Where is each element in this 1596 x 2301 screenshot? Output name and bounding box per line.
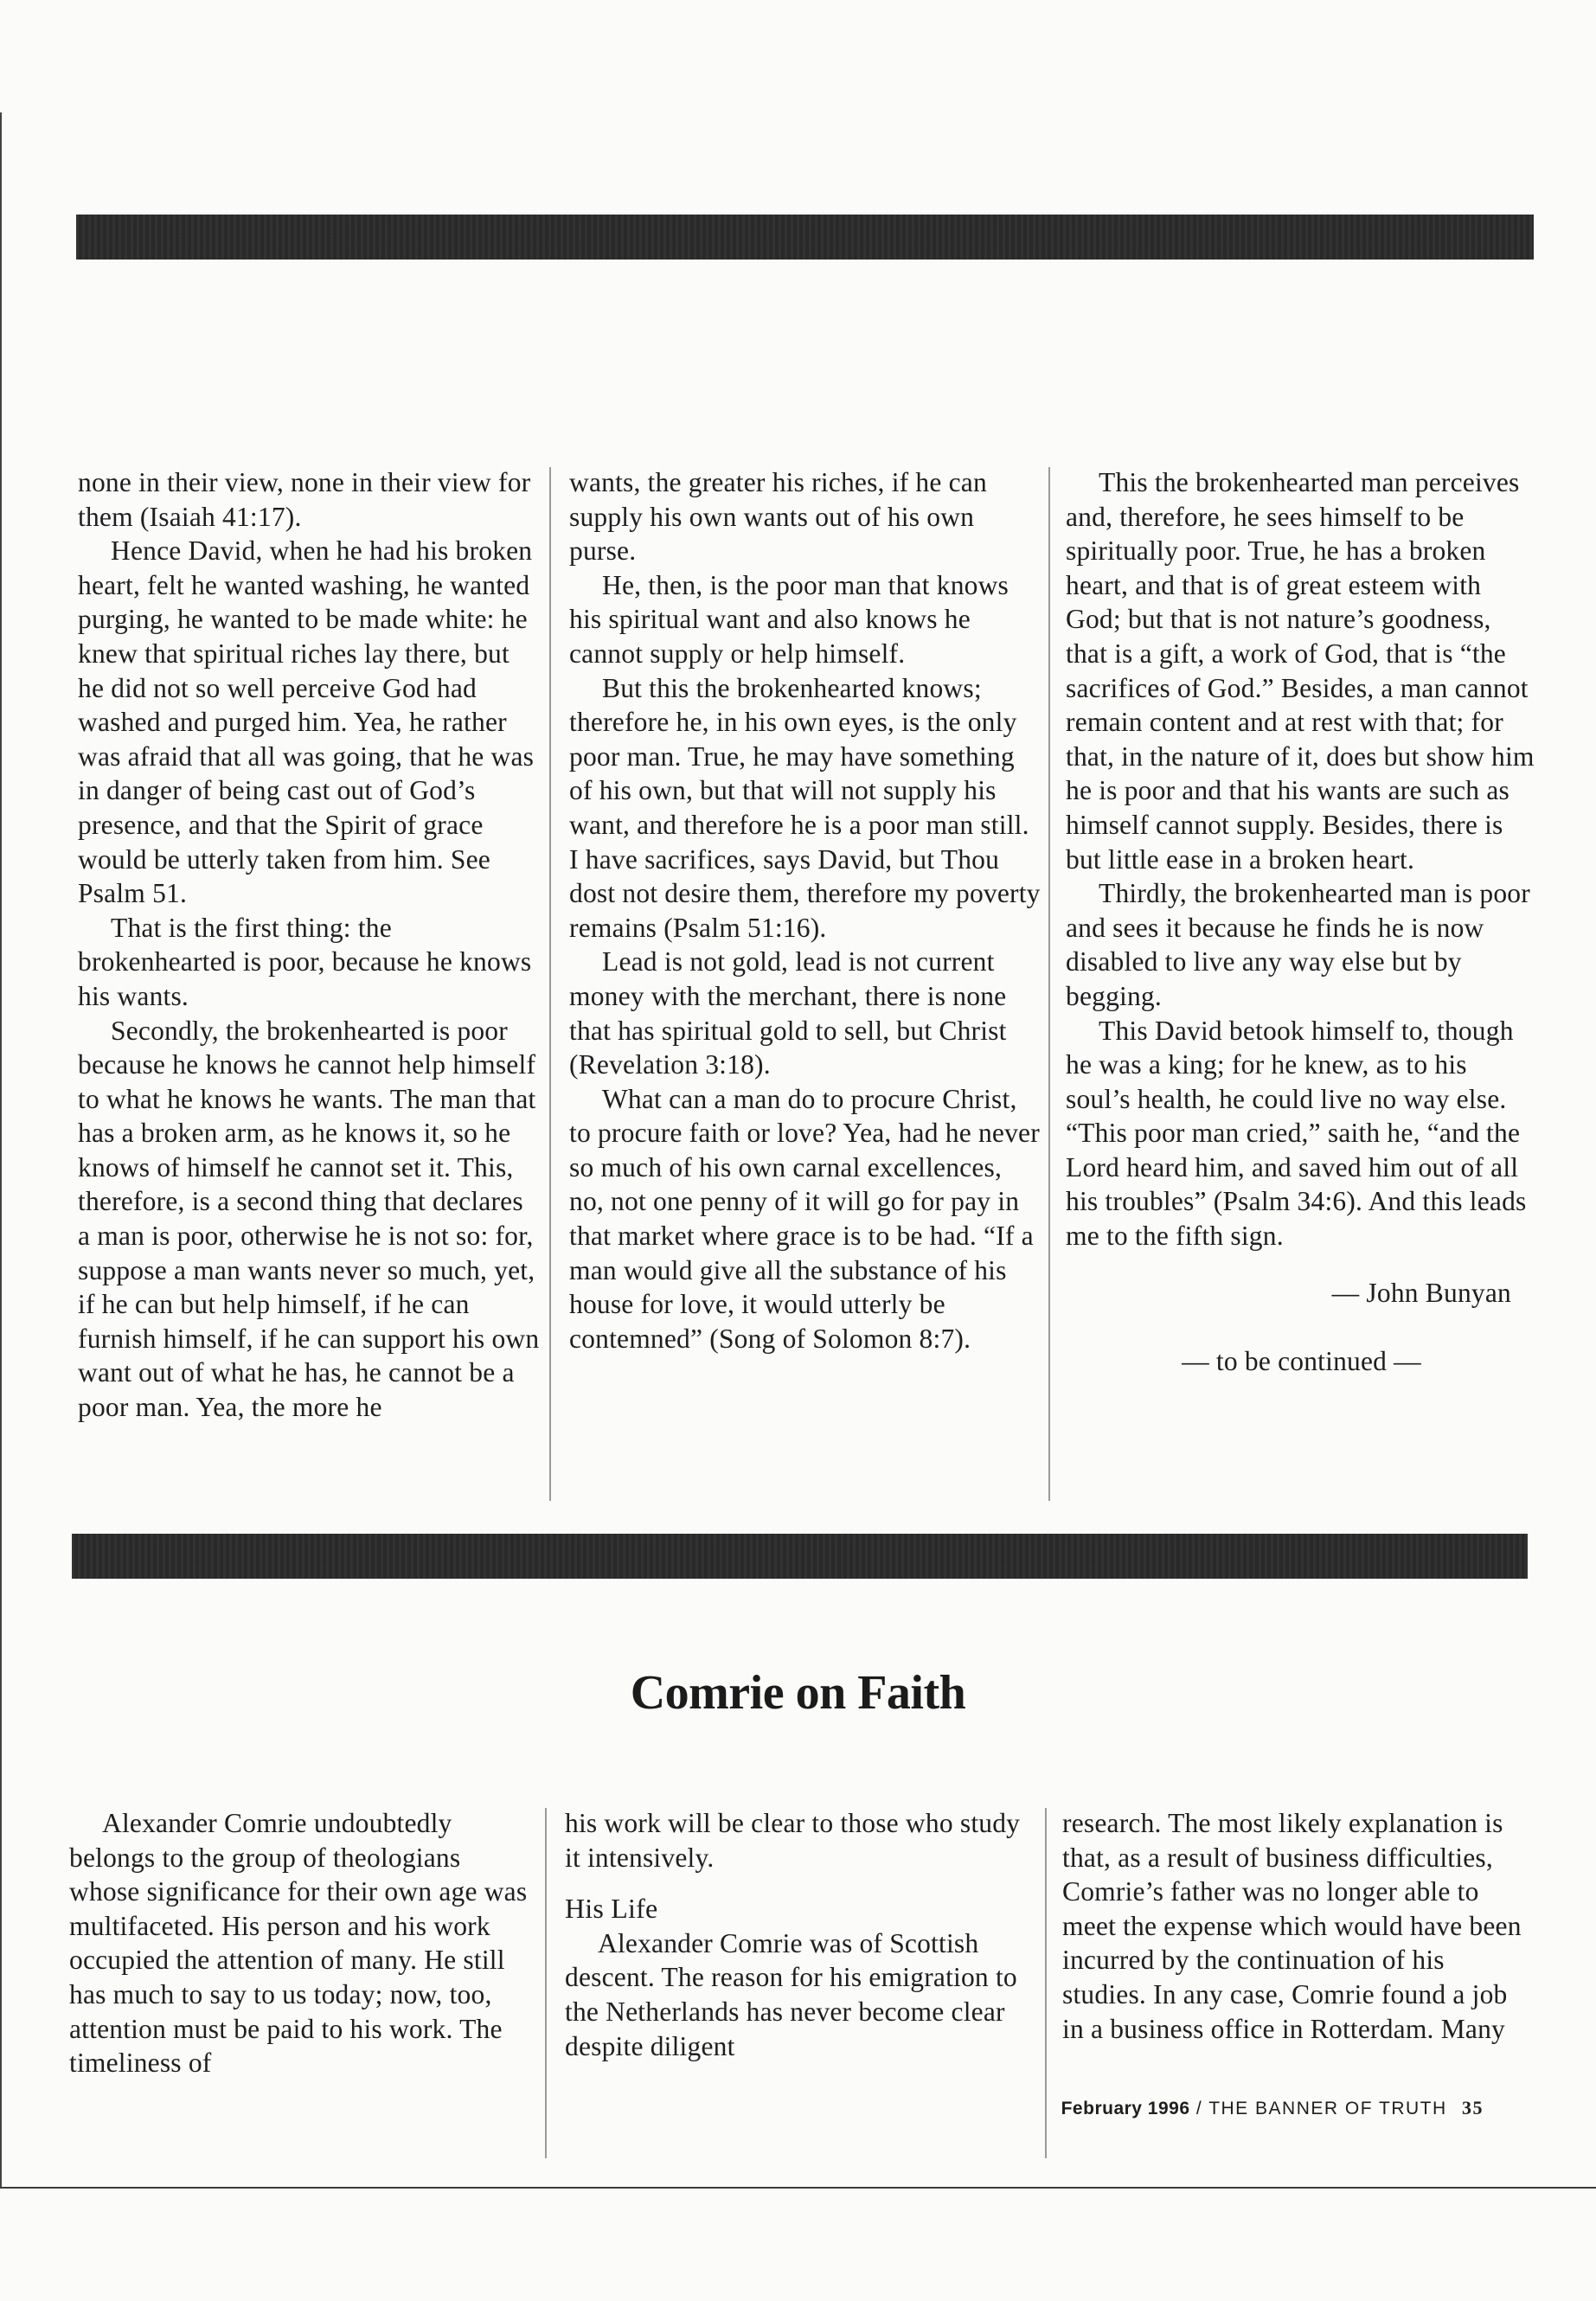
article1-column-2 (569, 465, 1041, 1356)
paragraph: This the brokenhearted man perceives and, therefore, he sees himself to be spiritually poor. True, he has a broken heart, and that is of great esteem with God; but that is not nature’s goodness, that is a gift, a work of God, that is “the sacrifices of God.” Besides, a man cannot remain content and at rest with that; for that, in the nature of it, does but show him he is poor and that his wants are such as himself cannot supply. Besides, there is but little ease in a broken heart. (1066, 467, 1535, 875)
paragraph: But this the brokenhearted knows; therefore he, in his own eyes, is the only poor man. True, he may have something of his own, but that will not supply his want, and therefore he is a poor man still. I have sacrifices, says David, but Thou dost not desire them, therefore my poverty remains (Psalm 51:16). (569, 672, 1041, 943)
article2-column-3 (1062, 1806, 1534, 2046)
continued-note: — to be continued — (1182, 1346, 1421, 1377)
page-footer (1061, 2097, 1484, 2119)
publication-name: THE BANNER OF TRUTH (1208, 2099, 1447, 2118)
page-edge (0, 2187, 1596, 2189)
paragraph: Secondly, the brokenhearted is poor because he knows he cannot help himself to what he knows he wants. The man that has a broken arm, as he knows it, so he knows of himself he cannot set it. This, therefore, is a second thing that declares a man is poor, otherwise he is not so: for, suppose a man wants never so much, yet, if he can but help himself, if he can furnish himself, if he can support his own want out of what he has, he cannot be a poor man. Yea, the more he (78, 1015, 540, 1423)
article-title: Comrie on Faith (630, 1666, 966, 1720)
article2-column-2 (565, 1806, 1032, 2063)
paragraph: Hence David, when he had his broken heart, felt he wanted washing, he wanted purging, he wanted to be made white: he knew that spiritual riches lay there, but he did not so well perceive God had washed and purged him. Yea, he rather was afraid that all was going, that he was in danger of being cast out of God’s presence, and that the Spirit of grace would be utterly taken from him. See Psalm 51. (78, 535, 535, 909)
article1-column-3 (1066, 465, 1537, 1379)
column-rule (545, 1808, 547, 2158)
page-edge (0, 112, 2, 2189)
footer-separator: / (1195, 2099, 1203, 2118)
paragraph: He, then, is the poor man that knows his spiritual want and also knows he cannot supply or help himself. (569, 569, 1009, 669)
column-rule (1045, 1808, 1047, 2158)
paragraph: research. The most likely explanation is that, as a result of business difficulties, Comrie’s father was no longer able to meet the expense which would have been incurred by the continuation of his studies. In any case, Comrie found a job in a business office in Rotterdam. Many (1062, 1808, 1522, 2044)
paragraph: none in their view, none in their view for them (Isaiah 41:17). (78, 467, 531, 532)
column-rule (1048, 467, 1050, 1501)
article1-column-1 (78, 465, 541, 1425)
paragraph: Alexander Comrie undoubtedly belongs to the group of theologians whose significance for their own age was multifaceted. His person and his work occupied the attention of many. He still has much to say to us today; now, too, attention must be paid to his work. The timeliness of (69, 1808, 528, 2079)
paragraph: Thirdly, the brokenhearted man is poor and sees it because he finds he is now disabled to live any way else but by begging. (1066, 878, 1530, 1011)
author-signature: — John Bunyan (1331, 1277, 1511, 1308)
paragraph: This David betook himself to, though he was a king; for he knew, as to his soul’s health, he could live no way else. “This poor man cried,” saith he, “and the Lord heard him, and saved him out of all his troubles” (Psalm 34:6). And this leads me to the fifth sign. (1066, 1015, 1527, 1252)
paragraph: That is the first thing: the brokenhearted is poor, because he knows his wants. (78, 912, 532, 1011)
top-divider-bar (76, 215, 1534, 260)
page-number: 35 (1462, 2097, 1484, 2118)
issue-date: February 1996 (1061, 2099, 1190, 2118)
section-subhead: His Life (565, 1893, 658, 1925)
paragraph: wants, the greater his riches, if he can supply his own wants out of his own purse. (569, 467, 987, 567)
paragraph: Lead is not gold, lead is not current money with the merchant, there is none that has spiritual gold to sell, but Christ (Revelation 3:18). (569, 946, 1007, 1080)
paragraph: Alexander Comrie was of Scottish descent. The reason for his emigration to the Netherlands has never become clear despite diligent (565, 1927, 1017, 2061)
section-divider-bar (72, 1534, 1528, 1579)
paragraph: What can a man do to procure Christ, to procure faith or love? Yea, had he never so much of his own carnal excellences, no, not one penny of it will go for pay in that market where grace is to be had. “If a man would give all the substance of his house for love, it would utterly be contemned” (Song of Solomon 8:7). (569, 1083, 1040, 1354)
column-rule (549, 467, 551, 1501)
paragraph: his work will be clear to those who study it intensively. (565, 1808, 1021, 1873)
article2-column-1 (69, 1806, 532, 2080)
